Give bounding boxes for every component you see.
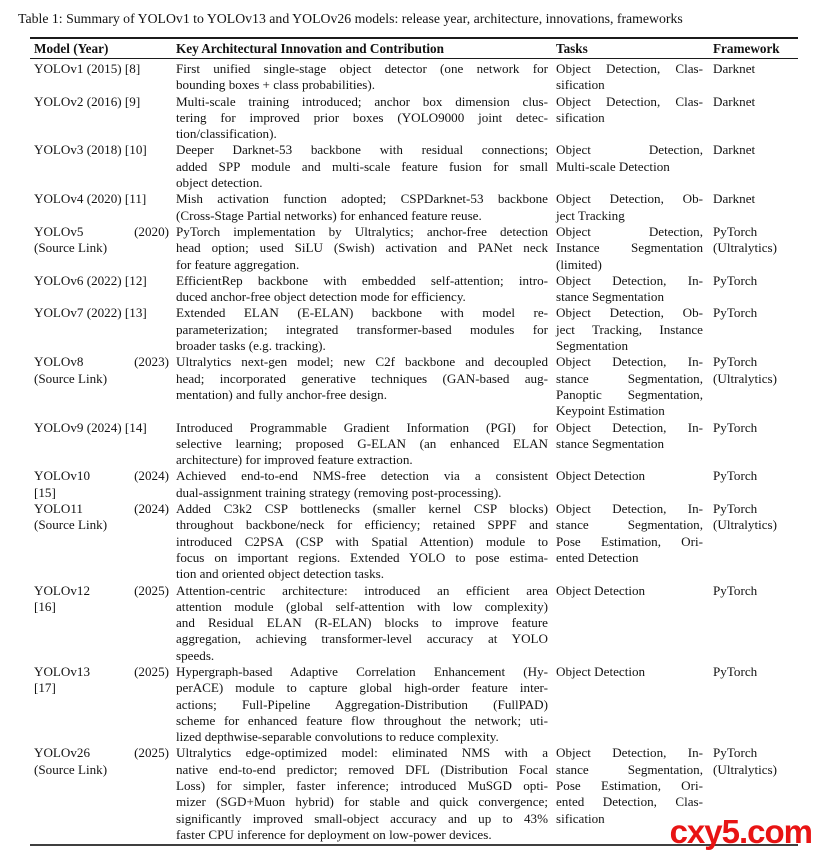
table-row bbox=[34, 142, 798, 191]
framework-cell bbox=[713, 94, 798, 143]
cell-line: tion and oriented object detection tasks. bbox=[176, 566, 384, 582]
cell-line: scheme for enhanced feature flow throughout the network; uti- bbox=[176, 712, 548, 728]
cell-line: YOLOv8 (2023) bbox=[34, 354, 169, 370]
innovation-cell bbox=[176, 61, 548, 94]
cell-line: parameterization; integrated transformer-based modules for bbox=[176, 321, 548, 337]
cell-line: broader tasks (e.g. tracking). bbox=[176, 338, 326, 354]
cell-line: YOLOv4 (2020) [11] bbox=[34, 191, 147, 207]
innovation-cell bbox=[176, 420, 548, 469]
framework-cell bbox=[713, 305, 798, 354]
cell-line: Attention-centric architecture: introduced an efficient area bbox=[176, 582, 548, 598]
cell-line: introduced C2PSA (CSP with Spatial Attention) module to bbox=[176, 533, 548, 549]
cell-line: Extended ELAN (E-ELAN) backbone with model re- bbox=[176, 305, 548, 321]
cell-line: aggregation, achieving transformer-level accuracy at YOLO bbox=[176, 631, 548, 647]
cell-line: YOLOv10 (2024) bbox=[34, 468, 169, 484]
cell-line: YOLOv12 (2025) bbox=[34, 582, 169, 598]
cell-line: throughout backbone/neck for efficiency; retained SPPF and bbox=[176, 517, 548, 533]
cell-line: (Ultralytics) bbox=[713, 517, 777, 533]
cell-line: YOLOv2 (2016) [9] bbox=[34, 93, 141, 109]
cell-line: actions; Full-Pipeline Aggregation-Distribution (FullPAD) bbox=[176, 696, 548, 712]
cell-line: Mish activation function adopted; CSPDarknet-53 backbone bbox=[176, 191, 548, 207]
cell-line: YOLO11 (2024) bbox=[34, 501, 169, 517]
source-link[interactable]: (Source Link) bbox=[34, 761, 108, 777]
cell-line: selective learning; proposed G-ELAN (an enhanced ELAN bbox=[176, 435, 548, 451]
cell-line: YOLOv9 (2024) [14] bbox=[34, 419, 147, 435]
cell-line: Added C3k2 CSP bottlenecks (smaller kernel CSP blocks) bbox=[176, 501, 548, 517]
cell-line: perACE) module to capture global high-order feature inter- bbox=[176, 680, 548, 696]
cell-line: lized depthwise-separable convolutions to reduce complexity. bbox=[176, 729, 499, 745]
yolo-summary-table bbox=[30, 37, 798, 846]
source-link[interactable]: (Source Link) bbox=[34, 240, 108, 256]
table-row bbox=[34, 273, 798, 306]
cell-line: Multi-scale Detection bbox=[556, 158, 670, 174]
cell-line: PyTorch bbox=[713, 468, 758, 484]
cell-line: and Residual ELAN (R-ELAN) blocks to improve feature bbox=[176, 615, 548, 631]
cell-line: PyTorch bbox=[713, 272, 758, 288]
table-header-row bbox=[30, 37, 798, 59]
cell-line: stance Segmentation bbox=[556, 435, 664, 451]
tasks-cell bbox=[556, 420, 703, 469]
table-row bbox=[34, 224, 798, 273]
model-cell bbox=[34, 61, 169, 94]
tasks-cell bbox=[556, 501, 703, 582]
cell-line: ented Detection bbox=[556, 549, 639, 565]
cell-line: Object Detection bbox=[556, 582, 646, 598]
innovation-cell bbox=[176, 468, 548, 501]
cell-line: Object Detection bbox=[556, 468, 646, 484]
model-cell bbox=[34, 354, 169, 419]
cell-line: Object Detection, In- bbox=[556, 272, 703, 288]
cell-line: Object Detection, In- bbox=[556, 745, 703, 761]
cell-line: Ultralytics next-gen model; new C2f backbone and decoupled bbox=[176, 354, 548, 370]
innovation-cell bbox=[176, 142, 548, 191]
tasks-cell bbox=[556, 664, 703, 745]
cell-line: Object Detection, In- bbox=[556, 501, 703, 517]
cell-line: head option; used SiLU (Swish) activation and PANet neck bbox=[176, 240, 548, 256]
model-cell bbox=[34, 468, 169, 501]
cell-line: stance Segmentation bbox=[556, 289, 664, 305]
tasks-cell bbox=[556, 61, 703, 94]
table-row bbox=[34, 664, 798, 745]
cell-line: PyTorch bbox=[713, 354, 758, 370]
innovation-cell bbox=[176, 501, 548, 582]
cell-line: [15] bbox=[34, 484, 56, 500]
table-row bbox=[34, 354, 798, 419]
cell-line: YOLOv26 (2025) bbox=[34, 745, 169, 761]
framework-cell bbox=[713, 224, 798, 273]
tasks-cell bbox=[556, 305, 703, 354]
cell-line: Multi-scale training introduced; anchor box dimension clus- bbox=[176, 93, 548, 109]
model-cell bbox=[34, 142, 169, 191]
cell-line: sification bbox=[556, 77, 605, 93]
innovation-cell bbox=[176, 583, 548, 664]
column-header-innovation: Key Architectural Innovation and Contribution bbox=[176, 41, 444, 56]
cell-line: stance Segmentation, bbox=[556, 761, 703, 777]
innovation-cell bbox=[176, 305, 548, 354]
cell-line: PyTorch bbox=[713, 501, 758, 517]
model-cell bbox=[34, 191, 169, 224]
cell-line: Object Detection, bbox=[556, 223, 703, 239]
cell-line: YOLOv6 (2022) [12] bbox=[34, 272, 147, 288]
innovation-cell bbox=[176, 664, 548, 745]
cell-line: [17] bbox=[34, 680, 56, 696]
cell-line: EfficientRep backbone with embedded self-attention; intro- bbox=[176, 272, 548, 288]
cell-line: Deeper Darknet-53 backbone with residual connections; bbox=[176, 142, 548, 158]
cell-line: tion/classification). bbox=[176, 126, 277, 142]
model-cell bbox=[34, 420, 169, 469]
cell-line: head; incorporated generative techniques (GAN-based aug- bbox=[176, 370, 548, 386]
cell-line: Object Detection, In- bbox=[556, 354, 703, 370]
cell-line: object detection. bbox=[176, 175, 263, 191]
cell-line: YOLOv3 (2018) [10] bbox=[34, 142, 147, 158]
model-cell bbox=[34, 664, 169, 745]
cell-line: mentation) and fully anchor-free design. bbox=[176, 386, 387, 402]
cell-line: Object Detection, Ob- bbox=[556, 191, 703, 207]
cell-line: Introduced Programmable Gradient Information (PGI) for bbox=[176, 419, 548, 435]
tasks-cell bbox=[556, 273, 703, 306]
innovation-cell bbox=[176, 224, 548, 273]
cell-line: Segmentation bbox=[556, 338, 629, 354]
cell-line: Object Detection, Clas- bbox=[556, 61, 703, 76]
cell-line: Instance Segmentation bbox=[556, 240, 703, 256]
cell-line: ject Tracking bbox=[556, 207, 625, 223]
cell-line: Object Detection, Clas- bbox=[556, 93, 703, 109]
cell-line: added SPP module and multi-scale feature fusion for small bbox=[176, 158, 548, 174]
cell-line: Darknet bbox=[713, 93, 756, 109]
cell-line: ented Detection, Clas- bbox=[556, 794, 703, 810]
innovation-cell bbox=[176, 191, 548, 224]
model-cell bbox=[34, 224, 169, 273]
model-cell bbox=[34, 305, 169, 354]
cell-line: YOLOv5 (2020) bbox=[34, 223, 169, 239]
cell-line: (limited) bbox=[556, 256, 602, 272]
cell-line: Object Detection, In- bbox=[556, 419, 703, 435]
framework-cell bbox=[713, 61, 798, 94]
cell-line: PyTorch bbox=[713, 745, 758, 761]
framework-cell bbox=[713, 191, 798, 224]
framework-cell bbox=[713, 273, 798, 306]
cell-line: PyTorch bbox=[713, 419, 758, 435]
source-link[interactable]: (Source Link) bbox=[34, 370, 108, 386]
cell-line: architecture) for improved feature extraction. bbox=[176, 452, 413, 468]
cell-line: Achieved end-to-end NMS-free detection via a consistent bbox=[176, 468, 548, 484]
cell-line: mizer (SGD+Muon hybrid) for stable and quick convergence; bbox=[176, 794, 548, 810]
cell-line: PyTorch bbox=[713, 663, 758, 679]
innovation-cell bbox=[176, 354, 548, 419]
framework-cell bbox=[713, 354, 798, 419]
cell-line: YOLOv7 (2022) [13] bbox=[34, 305, 147, 321]
model-cell bbox=[34, 273, 169, 306]
cell-line: ject Tracking, Instance bbox=[556, 321, 703, 337]
cell-line: tering for improved prior boxes (YOLO9000 joint detec- bbox=[176, 109, 548, 125]
cell-line: First unified single-stage object detector (one network for bbox=[176, 61, 548, 76]
cell-line: Loss) for simpler, faster inference; introduced MuSGD opti- bbox=[176, 778, 548, 794]
cell-line: sification bbox=[556, 810, 605, 826]
cell-line: [16] bbox=[34, 598, 56, 614]
framework-cell bbox=[713, 583, 798, 664]
cell-line: attention module (global self-attention with low complexity) bbox=[176, 598, 548, 614]
cell-line: Darknet bbox=[713, 61, 756, 76]
cell-line: YOLOv1 (2015) [8] bbox=[34, 61, 141, 76]
column-header-tasks: Tasks bbox=[556, 41, 588, 56]
cell-line: Darknet bbox=[713, 191, 756, 207]
table-row bbox=[34, 468, 798, 501]
model-cell bbox=[34, 501, 169, 582]
table-row bbox=[34, 305, 798, 354]
cell-line: (Cross-Stage Partial networks) for enhanced feature reuse. bbox=[176, 207, 482, 223]
table-row bbox=[34, 583, 798, 664]
cell-line: Keypoint Estimation bbox=[556, 403, 665, 419]
cell-line: faster CPU inference for deployment on low-power devices. bbox=[176, 826, 492, 842]
tasks-cell bbox=[556, 468, 703, 501]
tasks-cell bbox=[556, 142, 703, 191]
cell-line: Pose Estimation, Ori- bbox=[556, 533, 703, 549]
table-row bbox=[34, 191, 798, 224]
innovation-cell bbox=[176, 94, 548, 143]
tasks-cell bbox=[556, 354, 703, 419]
cell-line: Panoptic Segmentation, bbox=[556, 386, 703, 402]
cell-line: stance Segmentation, bbox=[556, 517, 703, 533]
cell-line: Hypergraph-based Adaptive Correlation Enhancement (Hy- bbox=[176, 663, 548, 679]
cell-line: dual-assignment training strategy (removing post-processing). bbox=[176, 484, 502, 500]
framework-cell bbox=[713, 142, 798, 191]
cell-line: Pose Estimation, Ori- bbox=[556, 778, 703, 794]
column-header-framework: Framework bbox=[713, 41, 780, 56]
cell-line: speeds. bbox=[176, 647, 215, 663]
cell-line: (Ultralytics) bbox=[713, 761, 777, 777]
innovation-cell bbox=[176, 273, 548, 306]
innovation-cell bbox=[176, 745, 548, 843]
cell-line: duced anchor-free object detection mode for efficiency. bbox=[176, 289, 466, 305]
cell-line: bounding boxes + class probabilities). bbox=[176, 77, 376, 93]
cell-line: YOLOv13 (2025) bbox=[34, 663, 169, 679]
column-header-model: Model (Year) bbox=[34, 41, 109, 56]
cell-line: stance Segmentation, bbox=[556, 370, 703, 386]
model-cell bbox=[34, 745, 169, 843]
table-body bbox=[30, 59, 798, 846]
tasks-cell bbox=[556, 224, 703, 273]
source-link[interactable]: (Source Link) bbox=[34, 517, 108, 533]
cell-line: PyTorch bbox=[713, 582, 758, 598]
tasks-cell bbox=[556, 94, 703, 143]
tasks-cell bbox=[556, 191, 703, 224]
cell-line: native end-to-end predictor; removed DFL (Distribution Focal bbox=[176, 761, 548, 777]
cell-line: (Ultralytics) bbox=[713, 370, 777, 386]
cell-line: sification bbox=[556, 109, 605, 125]
cell-line: significantly improved small-object accuracy and up to 43% bbox=[176, 810, 548, 826]
framework-cell bbox=[713, 468, 798, 501]
cell-line: focus on important regions. Extended YOLO to pose estima- bbox=[176, 549, 548, 565]
table-caption: Table 1: Summary of YOLOv1 to YOLOv13 and YOLOv26 models: release year, architecture, innovations, frameworks bbox=[18, 11, 683, 26]
cell-line: for feature aggregation. bbox=[176, 256, 300, 272]
table-row bbox=[34, 420, 798, 469]
cell-line: PyTorch implementation by Ultralytics; anchor-free detection bbox=[176, 223, 548, 239]
model-cell bbox=[34, 94, 169, 143]
framework-cell bbox=[713, 501, 798, 582]
cell-line: PyTorch bbox=[713, 223, 758, 239]
framework-cell bbox=[713, 664, 798, 745]
tasks-cell bbox=[556, 583, 703, 664]
cell-line: (Ultralytics) bbox=[713, 240, 777, 256]
framework-cell bbox=[713, 420, 798, 469]
cell-line: Object Detection bbox=[556, 663, 646, 679]
watermark: cxy5.com bbox=[669, 813, 812, 850]
cell-line: Object Detection, Ob- bbox=[556, 305, 703, 321]
table-row bbox=[34, 94, 798, 143]
model-cell bbox=[34, 583, 169, 664]
cell-line: Object Detection, bbox=[556, 142, 703, 158]
cell-line: Ultralytics edge-optimized model: eliminated NMS with a bbox=[176, 745, 548, 761]
cell-line: Darknet bbox=[713, 142, 756, 158]
table-row bbox=[34, 61, 798, 94]
cell-line: PyTorch bbox=[713, 305, 758, 321]
table-row bbox=[34, 501, 798, 582]
